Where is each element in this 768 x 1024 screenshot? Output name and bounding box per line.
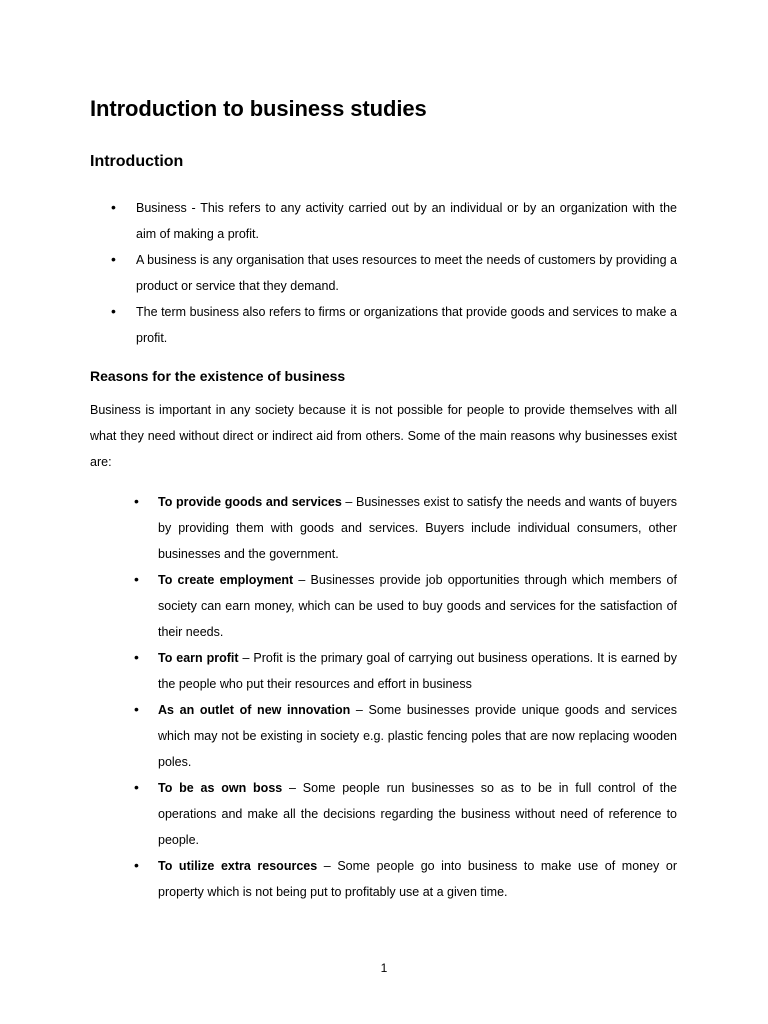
list-item <box>90 853 677 905</box>
bullet-icon: • <box>111 199 116 215</box>
bullet-icon: • <box>134 649 139 665</box>
bullet-icon: • <box>134 779 139 795</box>
page-content <box>90 94 677 905</box>
bullet-icon: • <box>134 493 139 509</box>
reason-text: – Some people go into business to make use of money or property which is not being put to profitably use at a given time. <box>158 859 677 899</box>
reason-term: To earn profit <box>158 651 239 665</box>
list-item-text: The term business also refers to firms or organizations that provide goods and services to make a profit. <box>136 305 677 345</box>
reason-term: As an outlet of new innovation <box>158 703 351 717</box>
bullet-icon: • <box>134 701 139 717</box>
reason-text: – Some people run businesses so as to be in full control of the operations and make all the decisions regarding the business without need of reference to people. <box>158 781 677 847</box>
list-item-text: A business is any organisation that uses resources to meet the needs of customers by providing a product or service that they demand. <box>136 253 677 293</box>
list-item <box>90 567 677 645</box>
list-item-text: Business - This refers to any activity carried out by an individual or by an organization with the aim of making a profit. <box>136 201 677 241</box>
reason-text: – Businesses exist to satisfy the needs and wants of buyers by providing them with goods and services. Buyers include individual consumers, other businesses and the government. <box>158 495 678 561</box>
reason-text: – Some businesses provide unique goods and services which may not be existing in society e.g. plastic fencing poles that are now replacing wooden poles. <box>158 703 678 769</box>
bullet-icon: • <box>134 571 139 587</box>
list-item <box>90 247 677 299</box>
document-title: Introduction to business studies <box>90 96 427 121</box>
reason-term: To utilize extra resources <box>158 859 318 873</box>
reason-term: To create employment <box>158 573 294 587</box>
page-number: 1 <box>380 961 388 975</box>
reason-term: To be as own boss <box>158 781 283 795</box>
list-item <box>90 775 677 853</box>
list-item <box>90 489 677 567</box>
intro-heading: Introduction <box>90 153 184 170</box>
bullet-icon: • <box>111 251 116 267</box>
reason-text: – Businesses provide job opportunities through which members of society can earn money, which can be used to buy goods and services for the satisfaction of their needs. <box>158 573 677 639</box>
intro-bullet-list <box>90 195 677 351</box>
reasons-bullet-list <box>90 489 677 905</box>
reason-term: To provide goods and services <box>158 495 342 509</box>
list-item <box>90 645 677 697</box>
list-item <box>90 697 677 775</box>
list-item <box>90 195 677 247</box>
list-item <box>90 299 677 351</box>
reasons-paragraph: Business is important in any society because it is not possible for people to provide themselves with all what they need without direct or indirect aid from others. Some of the main reasons why businesses exist are: <box>90 403 677 469</box>
reasons-heading: Reasons for the existence of business <box>90 368 346 384</box>
bullet-icon: • <box>111 303 116 319</box>
bullet-icon: • <box>134 857 139 873</box>
reason-text: – Profit is the primary goal of carrying out business operations. It is earned by the people who put their resources and effort in business <box>158 651 677 691</box>
